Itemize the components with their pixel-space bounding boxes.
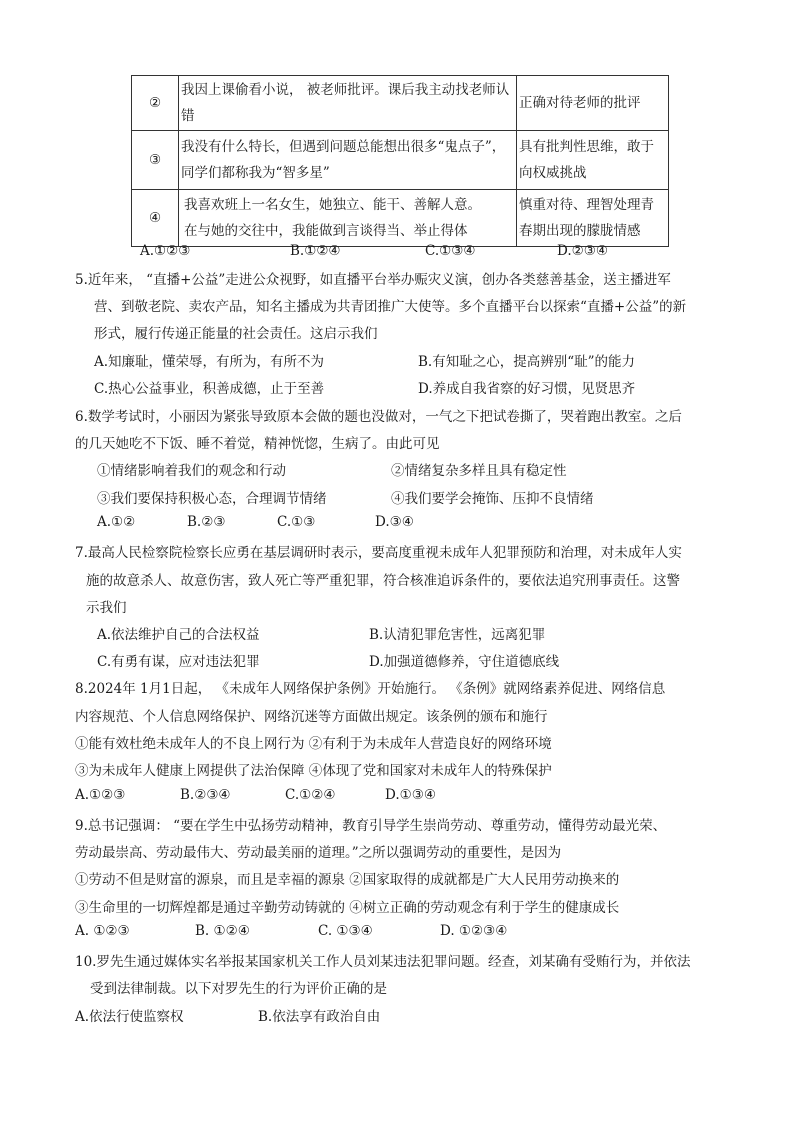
row-number: ②	[132, 76, 179, 131]
q10-stem-line2: 受到法律制裁。以下对罗先生的行为评价正确的是	[90, 981, 387, 997]
q6-item-3: ③我们要保持积极心态，合理调节情绪	[97, 491, 327, 507]
q7-option-d: D.加强道德修养，守住道德底线	[369, 654, 560, 670]
q6-item-1: ①情绪影响着我们的观念和行动	[97, 463, 286, 479]
q4-choice-d: D.②③④	[557, 243, 608, 259]
q8-items-line2: ③为未成年人健康上网提供了法治保障 ④体现了党和国家对未成年人的特殊保护	[75, 763, 552, 779]
q4-choice-b: B.①②④	[290, 243, 341, 259]
q5-stem-line2: 营、到敬老院、卖农产品，知名主播成为共青团推广大使等。多个直播平台以探索“直播+公益”的新	[94, 299, 687, 315]
q8-stem-line1: 8.2024年 1月1日起， 《未成年人网络保护条例》开始施行。 《条例》就网络素养促进、网络信息	[75, 681, 666, 697]
q4-choice-a: A.①②③	[140, 243, 191, 259]
q5-stem-line3: 形式，履行传递正能量的社会责任。这启示我们	[94, 326, 378, 342]
q8-items-line1: ①能有效杜绝未成年人的不良上网行为 ②有利于为未成年人营造良好的网络环境	[75, 736, 552, 752]
q9-stem-line1: 9.总书记强调： “要在学生中弘扬劳动精神，教育引导学生崇尚劳动、尊重劳动，懂得劳动最光荣、	[75, 818, 667, 834]
question-4-table	[131, 75, 669, 247]
q7-option-a: A.依法维护自己的合法权益	[97, 627, 260, 643]
q8-choice-c: C.①②④	[285, 787, 336, 803]
row-description: 我没有什么特长，但遇到问题总能想出很多“鬼点子”，同学们都称我为“智多星”	[179, 131, 517, 190]
q8-stem-line2: 内容规范、个人信息网络保护、网络沉迷等方面做出规定。该条例的颁布和施行	[75, 709, 548, 725]
q6-choice-c: C.①③	[277, 514, 316, 530]
q9-choice-d: D. ①②③④	[440, 923, 508, 939]
q4-choice-c: C.①③④	[425, 243, 476, 259]
q8-choice-a: A.①②③	[75, 787, 126, 803]
row-evaluation: 具有批判性思维，敢于向权威挑战	[517, 131, 669, 190]
q5-stem-line1: 5.近年来， “直播+公益”走进公众视野，如直播平台举办赈灾义演，创办各类慈善基金，送主播进军	[75, 272, 671, 288]
q9-choice-c: C. ①③④	[318, 923, 373, 939]
table-row	[132, 76, 669, 131]
q5-option-c: C.热心公益事业，积善成德，止于至善	[94, 381, 325, 397]
q5-option-d: D.养成自我省察的好习惯，见贤思齐	[418, 381, 636, 397]
q9-stem-line2: 劳动最崇高、劳动最伟大、劳动最美丽的道理。”之所以强调劳动的重要性，是因为	[75, 845, 562, 861]
q6-stem-line2: 的几天她吃不下饭、睡不着觉，精神恍惚，生病了。由此可见	[75, 436, 440, 452]
q10-option-a: A.依法行使监察权	[75, 1009, 184, 1025]
q7-stem-line1: 7.最高人民检察院检察长应勇在基层调研时表示，要高度重视未成年人犯罪预防和治理，对未成年人实	[75, 545, 682, 561]
q5-option-b: B.有知耻之心，提高辨别“耻”的能力	[418, 354, 636, 370]
row-description-line1: 我喜欢班上一名女生，她独立、能干、善解人意。	[184, 197, 481, 213]
row-description-line2: 在与她的交往中，我能做到言谈得当、举止得体	[184, 223, 468, 239]
q8-choice-d: D.①③④	[385, 787, 436, 803]
q8-choice-b: B.②③④	[180, 787, 231, 803]
q7-stem-line2: 施的故意杀人、故意伤害，致人死亡等严重犯罪，符合核准追诉条件的，要依法追究刑事责任。这警	[86, 573, 680, 589]
row-evaluation: 正确对待老师的批评	[517, 76, 669, 131]
row-number: ③	[132, 131, 179, 190]
table-row	[132, 190, 669, 247]
row-number: ④	[132, 190, 179, 247]
q10-option-b: B.依法享有政治自由	[258, 1009, 381, 1025]
q9-choice-a: A. ①②③	[75, 923, 130, 939]
q6-choice-b: B.②③	[187, 514, 226, 530]
q6-choice-a: A.①②	[97, 514, 136, 530]
q9-choice-b: B. ①②④	[195, 923, 250, 939]
row-description	[179, 190, 517, 247]
q7-stem-line3: 示我们	[86, 600, 127, 616]
q6-item-4: ④我们要学会掩饰、压抑不良情绪	[391, 491, 594, 507]
row-evaluation: 慎重对待、理智处理青春期出现的朦胧情感	[517, 190, 669, 247]
q9-items-line1: ①劳动不但是财富的源泉，而且是幸福的源泉 ②国家取得的成就都是广大人民用劳动换来的	[75, 872, 620, 888]
q6-stem-line1: 6.数学考试时，小丽因为紧张导致原本会做的题也没做对，一气之下把试卷撕了，哭着跑出教室。之后	[75, 409, 682, 425]
q6-item-2: ②情绪复杂多样且具有稳定性	[391, 463, 567, 479]
q7-option-b: B.认清犯罪危害性，远离犯罪	[369, 627, 546, 643]
q10-stem-line1: 10.罗先生通过媒体实名举报某国家机关工作人员刘某违法犯罪问题。经查，刘某确有受贿行为，并依法	[75, 954, 691, 970]
q9-items-line2: ③生命里的一切辉煌都是通过辛勤劳动铸就的 ④树立正确的劳动观念有利于学生的健康成长	[75, 900, 620, 916]
q5-option-a: A.知廉耻，懂荣辱，有所为，有所不为	[94, 354, 325, 370]
q6-choice-d: D.③④	[375, 514, 414, 530]
table-row	[132, 131, 669, 190]
q7-option-c: C.有勇有谋，应对违法犯罪	[97, 654, 260, 670]
row-description: 我因上课偷看小说， 被老师批评。课后我主动找老师认错	[179, 76, 517, 131]
